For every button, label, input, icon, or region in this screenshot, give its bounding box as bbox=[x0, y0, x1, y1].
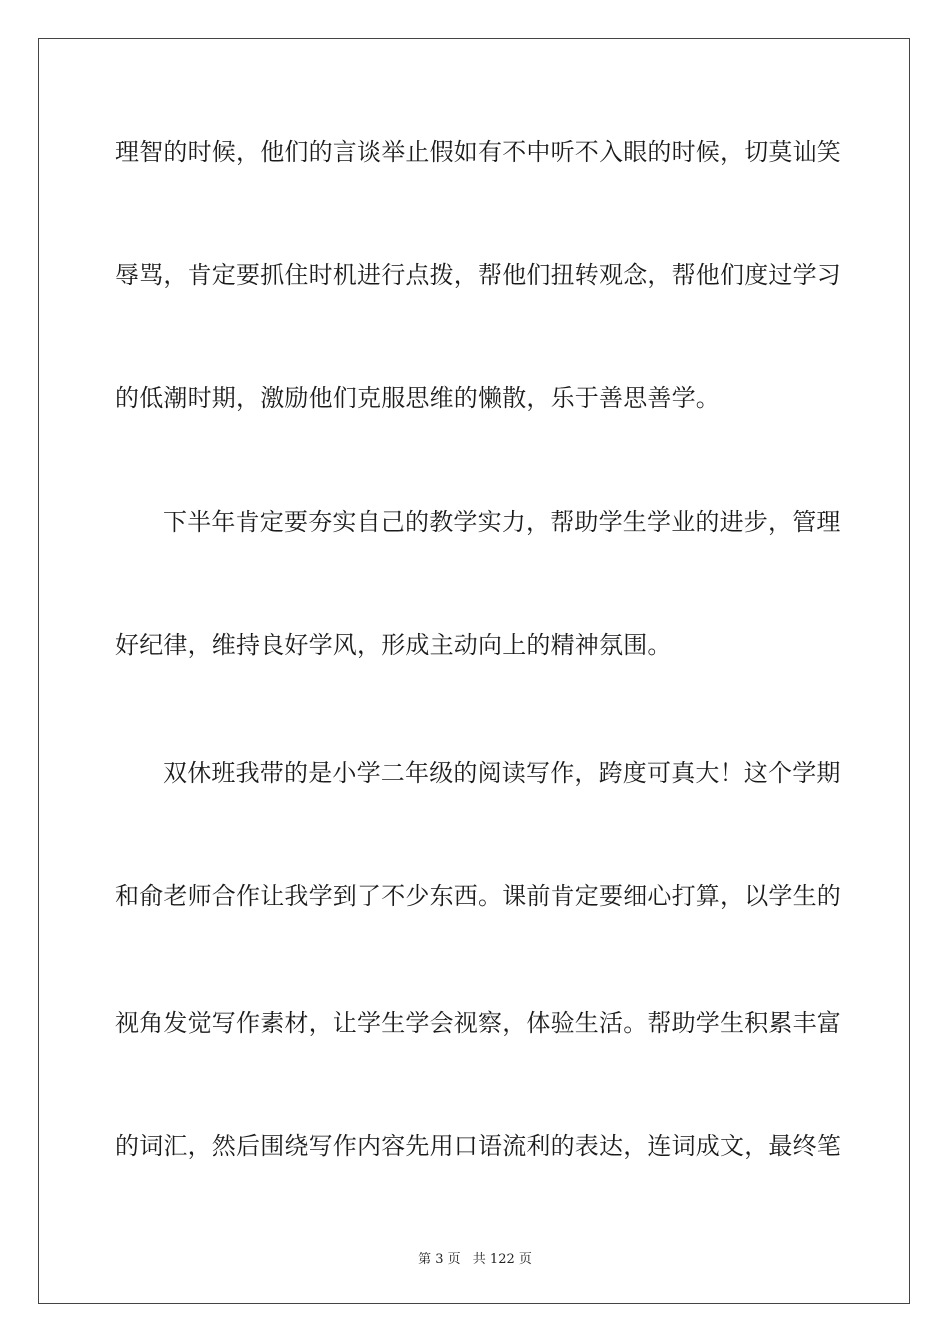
page-footer bbox=[0, 1248, 950, 1267]
body-text-line-1: 理智的时候，他们的言谈举止假如有不中听不入眼的时候，切莫讪笑 bbox=[115, 138, 841, 166]
paragraph-first-line: 双休班我带的是小学二年级的阅读写作，跨度可真大！这个学期 bbox=[163, 759, 841, 787]
body-text-line-5: 好纪律，维持良好学风，形成主动向上的精神氛围。 bbox=[115, 631, 672, 659]
page-frame bbox=[38, 38, 910, 1304]
body-text-line-9: 的词汇，然后围绕写作内容先用口语流利的表达，连词成文，最终笔 bbox=[115, 1132, 841, 1160]
body-text-line-2: 辱骂，肯定要抓住时机进行点拨，帮他们扭转观念，帮他们度过学习 bbox=[115, 261, 841, 289]
page-total: 共 122 页 bbox=[472, 1252, 532, 1267]
body-text-line-7: 和俞老师合作让我学到了不少东西。课前肯定要细心打算，以学生的 bbox=[115, 882, 841, 910]
body-text-line-3: 的低潮时期，激励他们克服思维的懒散，乐于善思善学。 bbox=[115, 384, 720, 412]
page-number: 第 3 页 bbox=[418, 1252, 461, 1267]
paragraph-first-line: 下半年肯定要夯实自己的教学实力，帮助学生学业的进步，管理 bbox=[163, 508, 841, 536]
body-text-line-8: 视角发觉写作素材，让学生学会视察，体验生活。帮助学生积累丰富 bbox=[115, 1009, 841, 1037]
